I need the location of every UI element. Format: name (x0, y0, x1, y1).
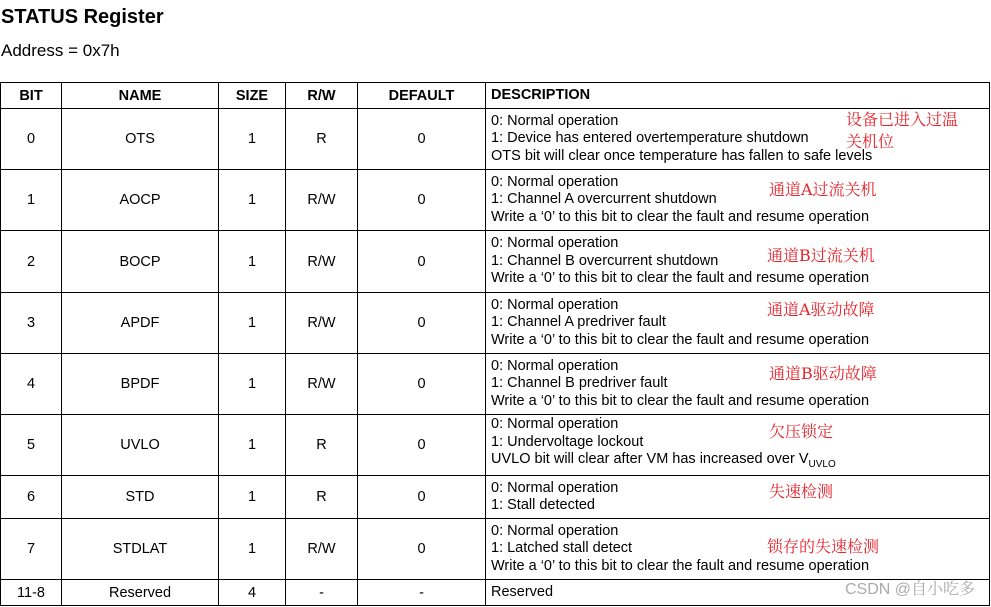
name-cell: OTS (62, 109, 219, 170)
description-line (491, 451, 989, 473)
rw-cell: R/W (286, 231, 358, 293)
description-text: Write a ‘0’ to this bit to clear the fault and resume operation (491, 270, 870, 287)
subscript: UVLO (808, 459, 836, 471)
description-text: 0: Normal operation (491, 173, 619, 190)
description-text: 1: Channel A predriver fault (491, 314, 666, 331)
annotation-note (769, 363, 877, 385)
description-line (491, 480, 989, 498)
description-text: 0: Normal operation (491, 357, 619, 374)
default-cell: - (358, 580, 486, 606)
default-cell: 0 (358, 170, 486, 231)
description-cell (486, 170, 990, 231)
description-line (491, 416, 989, 434)
annotation-line: 通道A过流关机 (769, 180, 877, 199)
annotation-line: 欠压锁定 (769, 422, 834, 441)
bit-cell: 5 (1, 415, 62, 476)
description-text: 0: Normal operation (491, 296, 619, 313)
description-line (491, 434, 989, 452)
description-text: OTS bit will clear once temperature has fallen to safe levels (491, 147, 873, 164)
header-bit: BIT (1, 83, 62, 109)
register-title: STATUS Register (1, 6, 164, 28)
annotation-note (767, 245, 875, 267)
rw-cell: R/W (286, 354, 358, 415)
annotation-note (769, 179, 877, 201)
bit-cell: 6 (1, 476, 62, 519)
description-text: 1: Latched stall detect (491, 540, 633, 557)
rw-cell: R/W (286, 293, 358, 354)
size-cell: 1 (219, 170, 286, 231)
default-cell: 0 (358, 519, 486, 580)
description-line (491, 235, 989, 253)
description-text: 0: Normal operation (491, 416, 619, 433)
table-row (1, 415, 990, 476)
name-cell: UVLO (62, 415, 219, 476)
description-text: 1: Device has entered overtemperature shutdown (491, 130, 809, 147)
description-text: Write a ‘0’ to this bit to clear the fault and resume operation (491, 331, 870, 348)
header-default: DEFAULT (358, 83, 486, 109)
register-address: Address = 0x7h (1, 41, 120, 60)
status-register-table (0, 82, 990, 606)
annotation-line: 失速检测 (769, 482, 834, 501)
description-line (491, 332, 989, 350)
rw-cell: R (286, 109, 358, 170)
description-cell (486, 519, 990, 580)
annotation-line: 关机位 (846, 132, 895, 151)
description-line (491, 209, 989, 227)
annotation-note (846, 109, 958, 153)
table-row (1, 519, 990, 580)
annotation-line: 通道B过流关机 (767, 246, 875, 265)
description-cell (486, 476, 990, 519)
bit-cell: 7 (1, 519, 62, 580)
description-line (491, 297, 989, 315)
name-cell: STDLAT (62, 519, 219, 580)
default-cell: 0 (358, 109, 486, 170)
rw-cell: R (286, 476, 358, 519)
description-cell (486, 109, 990, 170)
size-cell: 1 (219, 109, 286, 170)
header-rw: R/W (286, 83, 358, 109)
watermark: CSDN @自小吃多 (844, 581, 975, 598)
rw-cell: R/W (286, 170, 358, 231)
description-line (491, 393, 989, 411)
annotation-line: 通道A驱动故障 (767, 300, 875, 319)
name-cell: AOCP (62, 170, 219, 231)
description-cell (486, 293, 990, 354)
description-line (491, 191, 989, 209)
name-cell: Reserved (62, 580, 219, 606)
size-cell: 1 (219, 519, 286, 580)
description-line (491, 523, 989, 541)
description-text: 0: Normal operation (491, 235, 619, 252)
rw-cell: R (286, 415, 358, 476)
description-line (491, 497, 989, 515)
table-row (1, 293, 990, 354)
annotation-note (767, 536, 879, 558)
name-cell: BOCP (62, 231, 219, 293)
header-description: DESCRIPTION (486, 83, 990, 109)
rw-cell: R/W (286, 519, 358, 580)
bit-cell: 3 (1, 293, 62, 354)
default-cell: 0 (358, 354, 486, 415)
description-text: 0: Normal operation (491, 479, 619, 496)
description-line (491, 270, 989, 288)
annotation-line: 设备已进入过温 (846, 110, 959, 129)
size-cell: 1 (219, 354, 286, 415)
size-cell: 4 (219, 580, 286, 606)
size-cell: 1 (219, 415, 286, 476)
bit-cell: 11-8 (1, 580, 62, 606)
bit-cell: 4 (1, 354, 62, 415)
description-line (491, 314, 989, 332)
description-text: 1: Undervoltage lockout (491, 433, 644, 450)
table-row (1, 109, 990, 170)
description-text: 1: Stall detected (491, 497, 595, 513)
bit-cell: 0 (1, 109, 62, 170)
description-line (491, 358, 989, 376)
table-row (1, 170, 990, 231)
size-cell: 1 (219, 293, 286, 354)
default-cell: 0 (358, 415, 486, 476)
table-row (1, 231, 990, 293)
header-size: SIZE (219, 83, 286, 109)
description-text: UVLO bit will clear after VM has increased over V (491, 451, 809, 468)
annotation-note (769, 421, 833, 443)
header-name: NAME (62, 83, 219, 109)
annotation-note (769, 481, 833, 503)
name-cell: STD (62, 476, 219, 519)
table-row (1, 580, 990, 606)
description-text: 1: Channel B predriver fault (491, 375, 668, 392)
bit-cell: 1 (1, 170, 62, 231)
description-line (491, 375, 989, 393)
description-line (491, 540, 989, 558)
description-cell (486, 231, 990, 293)
table-header (1, 83, 990, 109)
table-row (1, 476, 990, 519)
name-cell: APDF (62, 293, 219, 354)
description-text: 1: Channel B overcurrent shutdown (491, 252, 719, 269)
description-line (491, 253, 989, 271)
default-cell: 0 (358, 293, 486, 354)
description-cell (486, 415, 990, 476)
description-text: Write a ‘0’ to this bit to clear the fault and resume operation (491, 557, 870, 574)
description-text: 0: Normal operation (491, 112, 619, 129)
default-cell: 0 (358, 231, 486, 293)
description-text: Write a ‘0’ to this bit to clear the fault and resume operation (491, 208, 870, 225)
description-text: Write a ‘0’ to this bit to clear the fault and resume operation (491, 392, 870, 409)
description-text: 0: Normal operation (491, 522, 619, 539)
description-text: Reserved (491, 583, 554, 600)
table-row (1, 354, 990, 415)
description-line (491, 174, 989, 192)
annotation-line: 通道B驱动故障 (769, 364, 877, 383)
name-cell: BPDF (62, 354, 219, 415)
size-cell: 1 (219, 231, 286, 293)
size-cell: 1 (219, 476, 286, 519)
rw-cell: - (286, 580, 358, 606)
description-text: 1: Channel A overcurrent shutdown (491, 191, 717, 208)
description-cell (486, 354, 990, 415)
bit-cell: 2 (1, 231, 62, 293)
default-cell: 0 (358, 476, 486, 519)
annotation-line: 锁存的失速检测 (767, 537, 880, 556)
description-line (491, 558, 989, 576)
annotation-note (767, 299, 875, 321)
